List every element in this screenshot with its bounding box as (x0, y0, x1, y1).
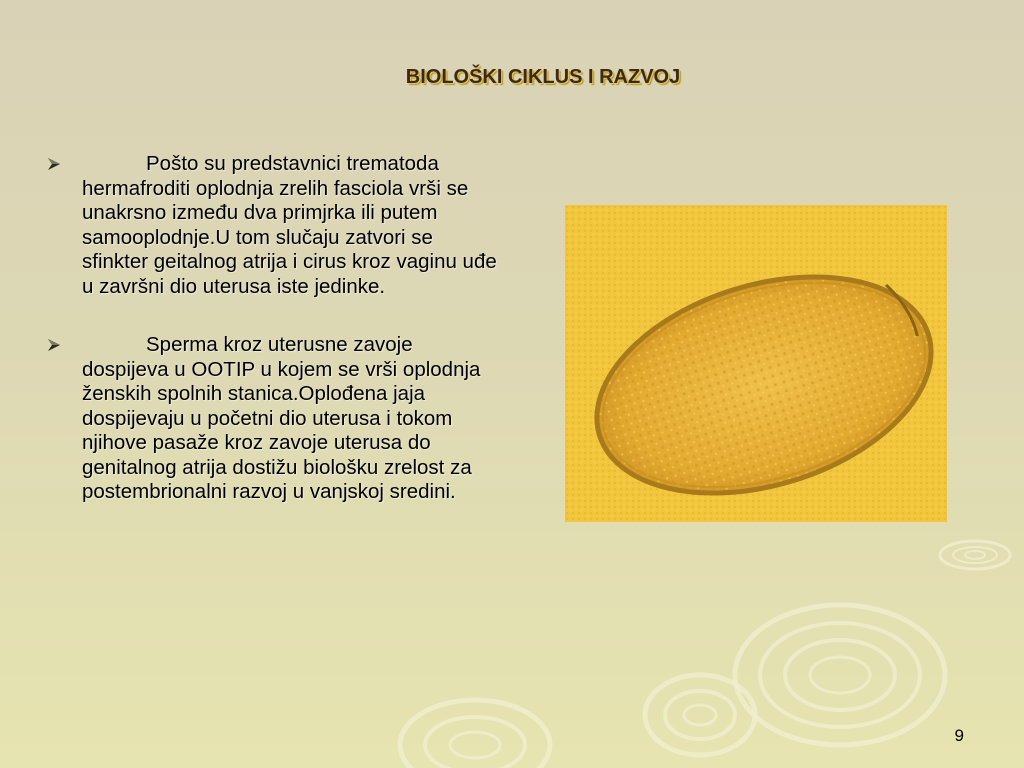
bullet-text: Sperma kroz uterusne zavoje dospijeva u OOTIP u kojem se vrši oplodnja ženskih spolnih stanica.Oplođena jaja dospijevaju u početni dio uterusa i tokom njihove pasaže kroz zavoje uterusa do genitalnog atrija dostižu biološku zrelost za postembrionalni razvoj u vanjskoj sredini. (82, 333, 481, 503)
slide-title: BIOLOŠKI CIKLUS I RAZVOJ (405, 66, 681, 88)
arrow-bullet-icon (47, 157, 61, 171)
fasciola-egg-image (565, 205, 947, 522)
page-number: 9 (954, 726, 964, 745)
bullet-list (44, 152, 504, 539)
bullet-text: Pošto su predstavnici trematoda hermafroditi oplodnja zrelih fasciola vrši se unakrsno između dva primjrka ili putem samooplodnje.U tom slučaju zatvori se sfinkter geitalnog atrija i cirus kroz vaginu uđe u završni dio uterusa iste jedinke. (82, 152, 497, 298)
list-item (44, 333, 504, 505)
arrow-bullet-icon (47, 338, 61, 352)
list-item (44, 152, 504, 299)
